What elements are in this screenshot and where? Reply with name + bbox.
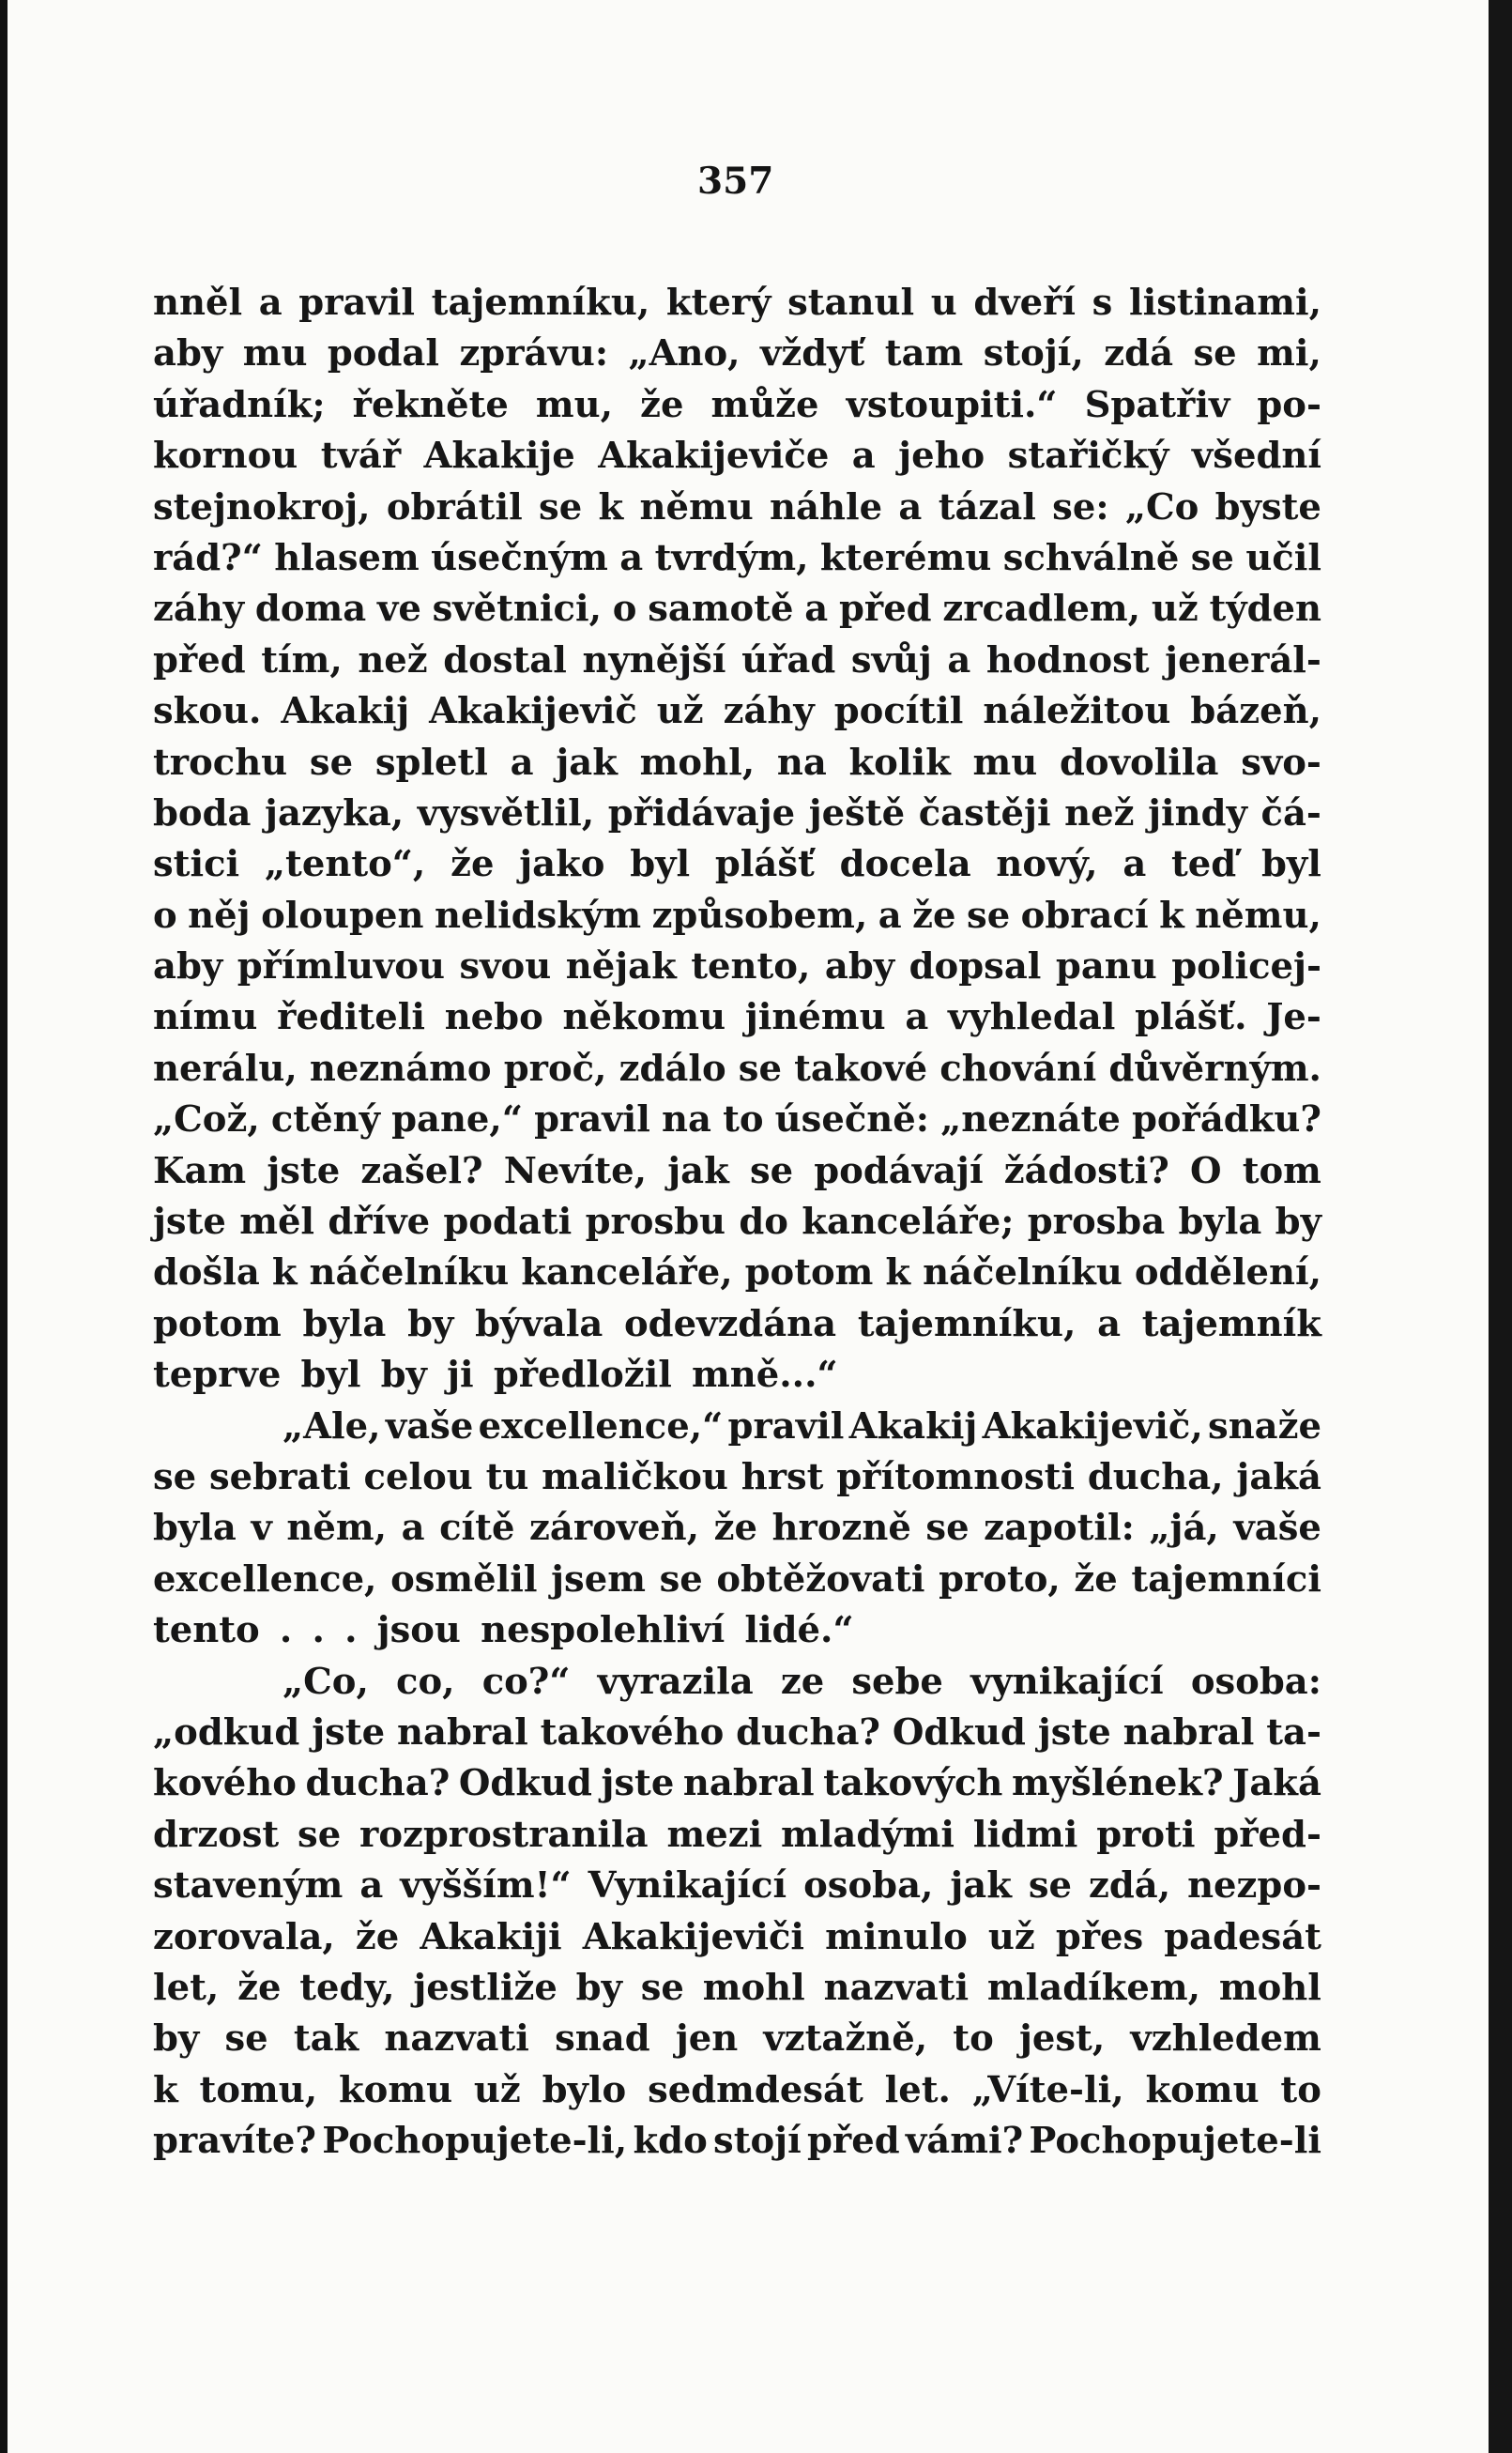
text-line: „Což, ctěný pane,“ pravil na to úsečně: „neznáte pořádku? bbox=[153, 1098, 1321, 1142]
text-line: záhy doma ve světnici, o samotě a před zrcadlem, už týden bbox=[153, 588, 1321, 631]
text-line: aby přímluvou svou nějak tento, aby dopsal panu policej- bbox=[153, 945, 1321, 989]
text-line: se sebrati celou tu maličkou hrst přítomnosti ducha, jaká bbox=[153, 1455, 1321, 1498]
text-line: rád?“ hlasem úsečným a tvrdým, kterému schválně se učil bbox=[153, 536, 1321, 579]
text-line: byla v něm, a cítě zároveň, že hrozně se zapotil: „já, vaše bbox=[153, 1507, 1321, 1550]
text-line: Kam jste zašel? Nevíte, jak se podávají žádosti? O tom bbox=[153, 1149, 1321, 1192]
text-line: jste měl dříve podati prosbu do kanceláře; prosba byla by bbox=[153, 1201, 1321, 1244]
text-line: pravíte? Pochopujete-li, kdo stojí před vámi? Pochopujete-li bbox=[153, 2120, 1321, 2163]
text-line: kového ducha? Odkud jste nabral takových myšlének? Jaká bbox=[153, 1762, 1321, 1805]
text-line: boda jazyka, vysvětlil, přidávaje ještě častěji než jindy čá- bbox=[153, 791, 1321, 835]
text-line: tento . . . jsou nespolehliví lidé.“ bbox=[153, 1609, 854, 1652]
text-line: potom byla by bývala odevzdána tajemníku, a tajemník bbox=[153, 1302, 1321, 1345]
text-line: aby mu podal zprávu: „Ano, vždyť tam stojí, zdá se mi, bbox=[153, 332, 1321, 376]
text-line: excellence, osmělil jsem se obtěžovati proto, že tajemníci bbox=[153, 1557, 1321, 1601]
text-line: teprve byl by ji předložil mně...“ bbox=[153, 1354, 838, 1397]
body-text bbox=[153, 278, 1321, 2167]
text-line: trochu se spletl a jak mohl, na kolik mu dovolila svo- bbox=[153, 741, 1321, 784]
text-line: kornou tvář Akakije Akakijeviče a jeho stařičký všední bbox=[153, 435, 1321, 478]
text-line: by se tak nazvati snad jen vztažně, to jest, vzhledem bbox=[153, 2017, 1321, 2061]
text-line: staveným a vyšším!“ Vynikající osoba, jak se zdá, nezpo- bbox=[153, 1864, 1321, 1908]
scan-edge-left bbox=[0, 0, 8, 2453]
text-line: stici „tento“, že jako byl plášť docela nový, a teď byl bbox=[153, 843, 1321, 886]
scan-edge-right bbox=[1489, 0, 1512, 2453]
page-number: 357 bbox=[697, 160, 774, 203]
text-line: „Ale, vaše excellence,“ pravil Akakij Akakijevič, snaže bbox=[283, 1404, 1321, 1448]
text-line: „odkud jste nabral takového ducha? Odkud jste nabral ta- bbox=[153, 1710, 1321, 1754]
text-line: nerálu, neznámo proč, zdálo se takové chování důvěrným. bbox=[153, 1047, 1321, 1090]
text-line: let, že tedy, jestliže by se mohl nazvati mladíkem, mohl bbox=[153, 1966, 1321, 2009]
text-line: došla k náčelníku kanceláře, potom k náčelníku oddělení, bbox=[153, 1251, 1321, 1295]
text-line: nněl a pravil tajemníku, který stanul u dveří s listinami, bbox=[153, 282, 1321, 324]
text-line: skou. Akakij Akakijevič už záhy pocítil náležitou bázeň, bbox=[153, 690, 1321, 733]
text-line: zorovala, že Akakiji Akakijeviči minulo už přes padesát bbox=[153, 1915, 1321, 1958]
text-line: o něj oloupen nelidským způsobem, a že se obrací k němu, bbox=[153, 894, 1321, 937]
text-line: „Co, co, co?“ vyrazila ze sebe vynikající osoba: bbox=[283, 1660, 1321, 1703]
text-line: drzost se rozprostranila mezi mladými lidmi proti před- bbox=[153, 1813, 1321, 1856]
text-line: stejnokroj, obrátil se k němu náhle a tázal se: „Co byste bbox=[153, 485, 1321, 529]
text-line: nímu řediteli nebo někomu jinému a vyhledal plášť. Je- bbox=[153, 996, 1321, 1039]
text-line: k tomu, komu už bylo sedmdesát let. „Víte-li, komu to bbox=[153, 2068, 1321, 2111]
text-line: úřadník; řekněte mu, že může vstoupiti.“ Spatřiv po- bbox=[153, 383, 1321, 426]
text-line: před tím, než dostal nynější úřad svůj a hodnost jenerál- bbox=[153, 638, 1321, 682]
book-page bbox=[8, 0, 1489, 2453]
